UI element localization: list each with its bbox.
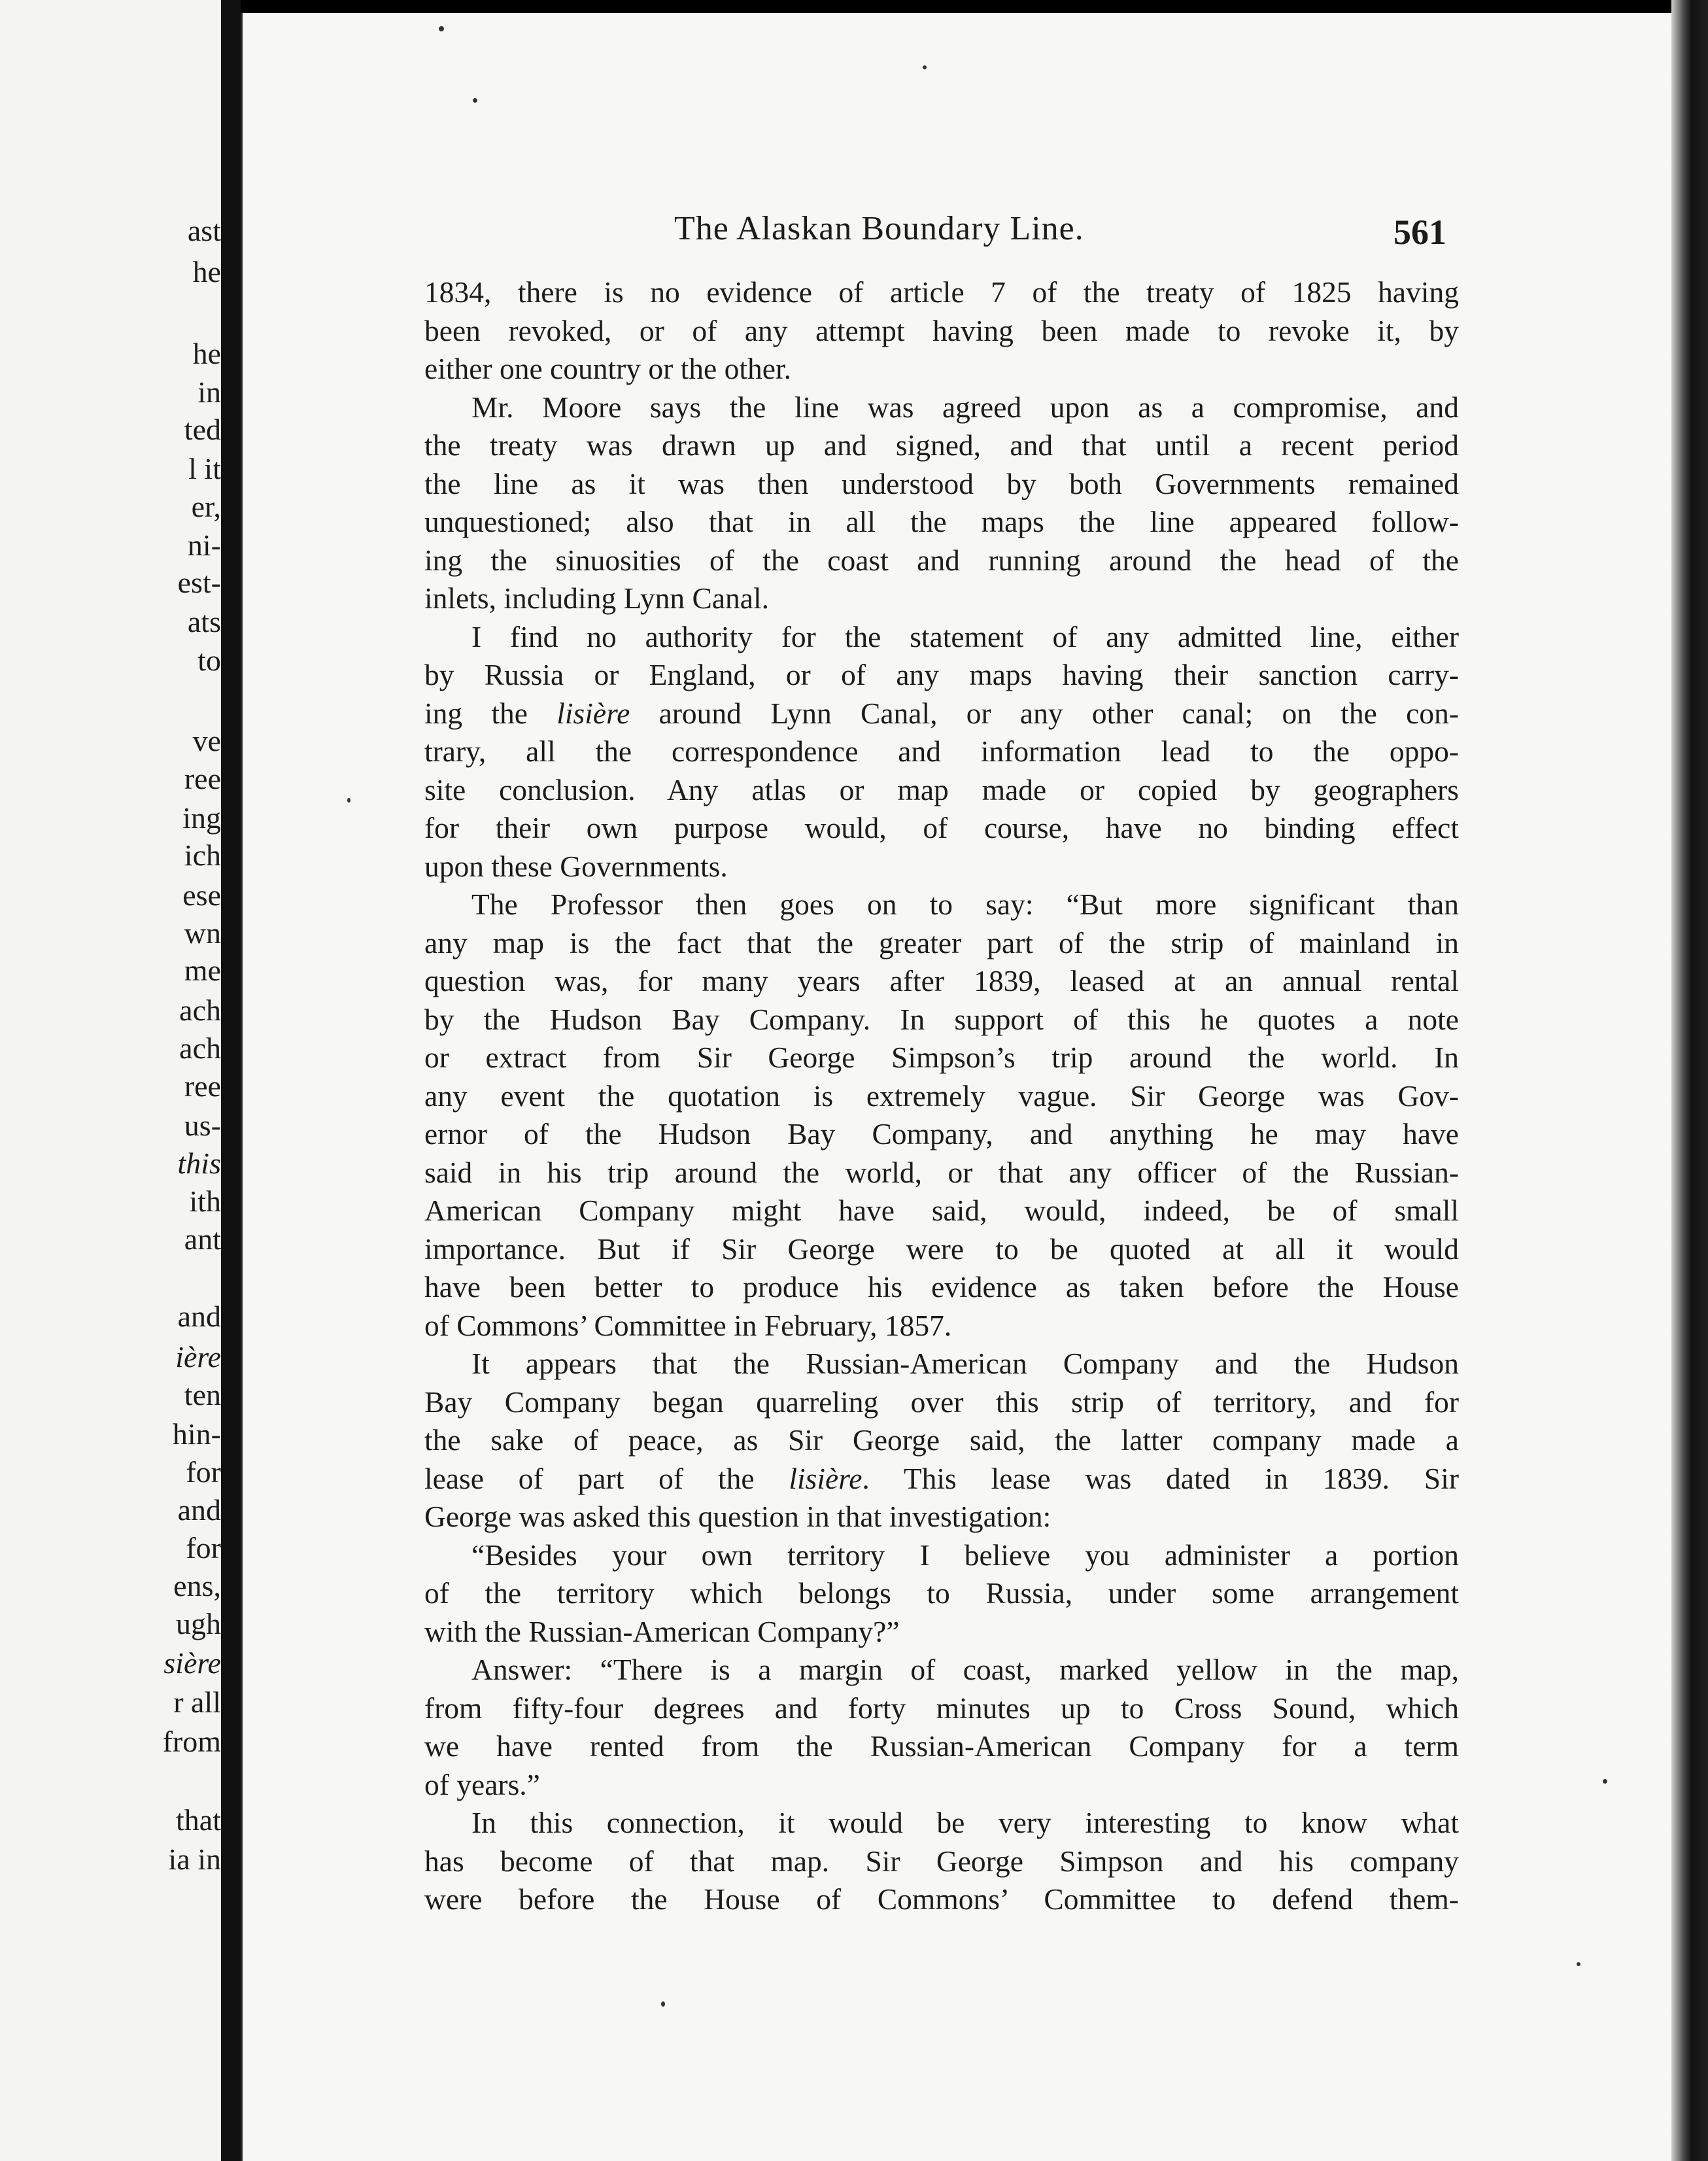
text-line: It appears that the Russian-American Company and the Hudson	[471, 1347, 1459, 1380]
left-page-fragment: er,	[191, 490, 221, 523]
text-line: of Commons’ Committee in February, 1857.	[424, 1308, 952, 1342]
main-page	[241, 13, 1673, 2161]
text-line: any event the quotation is extremely vague. Sir George was Gov-	[424, 1079, 1459, 1113]
left-page-fragment: he	[192, 255, 221, 288]
text-line: from fifty-four degrees and forty minutes up to Cross Sound, which	[424, 1691, 1459, 1725]
left-page-fragment: wn	[184, 916, 221, 950]
left-page-fragment: that	[176, 1803, 221, 1837]
text-line: ernor of the Hudson Bay Company, and anything he may have	[424, 1117, 1459, 1150]
left-page-fragment: ens,	[173, 1569, 221, 1602]
text-line: the line as it was then understood by both Governments remained	[424, 466, 1459, 500]
running-title: The Alaskan Boundary Line.	[674, 210, 1084, 247]
body-text	[424, 273, 1459, 1919]
left-page-fragment: ast	[187, 214, 221, 247]
left-page-fragment: ve	[192, 724, 221, 757]
text-line: any map is the fact that the greater part of the strip of mainland in	[424, 925, 1459, 959]
running-head	[243, 209, 1673, 262]
left-page-fragment: ière	[175, 1340, 221, 1374]
left-page-fragment: ith	[189, 1184, 221, 1218]
text-line: either one country or the other.	[424, 352, 791, 385]
text-line: by the Hudson Bay Company. In support of this he quotes a note	[424, 1002, 1459, 1036]
text-line: The Professor then goes on to say: “But more significant than	[471, 888, 1459, 921]
left-page-fragment: for	[186, 1455, 221, 1489]
left-page-fragment: to	[197, 644, 221, 677]
text-line: upon these Governments.	[424, 849, 728, 883]
left-page	[0, 0, 221, 2161]
text-line: were before the House of Commons’ Committee to defend them-	[424, 1882, 1459, 1916]
text-line: by Russia or England, or of any maps having their sanction carry-	[424, 658, 1459, 691]
left-page-fragment: ree	[184, 1069, 221, 1103]
text-line: inlets, including Lynn Canal.	[424, 581, 769, 615]
left-page-fragment: in	[197, 375, 221, 409]
left-page-fragment: ted	[184, 413, 221, 446]
text-line: Mr. Moore says the line was agreed upon as a compromise, and	[471, 390, 1459, 424]
left-page-fragment: and	[177, 1300, 221, 1333]
left-page-fragment: est-	[177, 566, 221, 599]
text-line: the treaty was drawn up and signed, and that until a recent period	[424, 428, 1459, 462]
right-page-edge	[1671, 0, 1708, 2161]
left-page-fragment: ach	[179, 994, 221, 1027]
text-line: Bay Company began quarreling over this strip of territory, and for	[424, 1385, 1459, 1419]
text-line: lease of part of the lisière. This lease was dated in 1839. Sir	[424, 1461, 1459, 1495]
left-page-fragment: ich	[184, 838, 221, 872]
left-page-fragment: and	[177, 1493, 221, 1527]
left-page-fragment: me	[184, 954, 221, 987]
text-line: “Besides your own territory I believe you administer a portion	[471, 1538, 1459, 1572]
left-page-fragment: ant	[184, 1222, 221, 1256]
left-page-fragment: sière	[163, 1646, 221, 1680]
left-page-fragment: l it	[188, 452, 221, 485]
left-page-fragment: r all	[173, 1686, 221, 1719]
left-page-fragment: he	[192, 337, 221, 370]
left-page-fragment: ing	[182, 801, 221, 835]
text-line: trary, all the correspondence and information lead to the oppo-	[424, 735, 1459, 768]
left-page-fragment: hin-	[172, 1417, 221, 1451]
text-line: site conclusion. Any atlas or map made or copied by geographers	[424, 772, 1459, 806]
text-line: I find no authority for the statement of any admitted line, either	[471, 619, 1459, 653]
text-line: have been better to produce his evidence as taken before the House	[424, 1270, 1459, 1304]
text-line: 1834, there is no evidence of article 7 of the treaty of 1825 having	[424, 275, 1459, 309]
text-line: Answer: “There is a margin of coast, marked yellow in the map,	[471, 1653, 1459, 1686]
text-line: or extract from Sir George Simpson’s trip around the world. In	[424, 1041, 1459, 1074]
left-page-fragment: for	[186, 1531, 221, 1565]
text-line: of years.”	[424, 1767, 540, 1801]
text-line: ing the sinuosities of the coast and running around the head of the	[424, 543, 1459, 577]
page-number: 561	[1393, 213, 1446, 252]
left-page-fragment: from	[162, 1725, 221, 1758]
left-page-fragment: ni-	[187, 528, 221, 562]
left-page-fragment: ia in	[168, 1842, 221, 1876]
text-line: In this connection, it would be very interesting to know what	[471, 1806, 1459, 1839]
text-line: been revoked, or of any attempt having been made to revoke it, by	[424, 313, 1459, 347]
text-line: has become of that map. Sir George Simpson and his company	[424, 1844, 1459, 1878]
text-line: American Company might have said, would, indeed, be of small	[424, 1194, 1459, 1227]
text-line: of the territory which belongs to Russia, under some arrangement	[424, 1576, 1459, 1610]
left-page-fragment: ree	[184, 762, 221, 795]
left-page-fragment: ten	[184, 1378, 221, 1411]
left-page-fragment: us-	[184, 1109, 221, 1142]
text-line: question was, for many years after 1839, leased at an annual rental	[424, 964, 1459, 997]
text-line: said in his trip around the world, or that any officer of the Russian-	[424, 1155, 1459, 1189]
text-line: ing the lisière around Lynn Canal, or any other canal; on the con-	[424, 696, 1459, 730]
text-line: unquestioned; also that in all the maps the line appeared follow-	[424, 505, 1459, 538]
page-gutter	[221, 0, 241, 2161]
left-page-fragment: ese	[182, 878, 221, 912]
text-line: we have rented from the Russian-American Company for a term	[424, 1729, 1459, 1763]
text-line: George was asked this question in that investigation:	[424, 1500, 1051, 1533]
left-page-fragment: ats	[187, 605, 221, 638]
left-page-fragment: this	[177, 1147, 221, 1180]
text-line: with the Russian-American Company?”	[424, 1614, 900, 1648]
left-page-fragment: ugh	[176, 1607, 221, 1640]
text-line: the sake of peace, as Sir George said, the latter company made a	[424, 1423, 1459, 1457]
text-line: importance. But if Sir George were to be quoted at all it would	[424, 1232, 1459, 1266]
text-line: for their own purpose would, of course, have no binding effect	[424, 811, 1459, 844]
left-page-fragment: ach	[179, 1031, 221, 1065]
